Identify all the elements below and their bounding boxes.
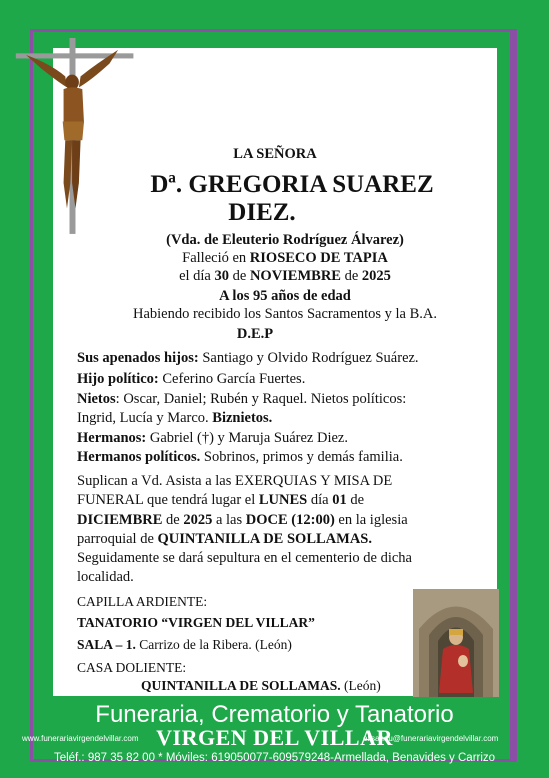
deceased-name-line1: Dª. GREGORIA SUAREZ xyxy=(150,171,434,198)
chapel-label: CAPILLA ARDIENTE: xyxy=(77,594,208,609)
funeral-line-6: localidad. xyxy=(77,569,134,585)
died-line: Falleció en RIOSECO DE TAPIA xyxy=(182,250,388,266)
chapel-name: TANATORIO “VIRGEN DEL VILLAR” xyxy=(77,615,315,630)
chapel-room: SALA – 1. Carrizo de la Ribera. (León) xyxy=(77,637,292,652)
intro-label: LA SEÑORA xyxy=(233,146,317,162)
family-grandchildren: Nietos: Oscar, Daniel; Rubén y Raquel. Nietos políticos: xyxy=(77,391,407,407)
funeral-line-4: parroquial de QUINTANILLA DE SOLLAMAS. xyxy=(77,531,372,547)
age-line: A los 95 años de edad xyxy=(219,288,351,304)
footer-email[interactable]: elisandu@funerariavirgendelvillar.com xyxy=(363,734,499,743)
home-place: QUINTANILLA DE SOLLAMAS. (León) xyxy=(141,678,381,693)
family-siblings: Hermanos: Gabriel (†) y Maruja Suárez Diez. xyxy=(77,430,348,446)
funeral-line-5: Seguidamente se dará sepultura en el cementerio de dicha xyxy=(77,550,412,566)
footer-website[interactable]: www.funerariavirgendelvillar.com xyxy=(22,734,139,743)
funeral-line-3: DICIEMBRE de 2025 a las DOCE (12:00) en la iglesia xyxy=(77,512,408,528)
date-line: el día 30 de NOVIEMBRE de 2025 xyxy=(179,268,391,284)
family-son-in-law: Hijo político: Ceferino García Fuertes. xyxy=(77,371,306,387)
virgin-statue-image xyxy=(413,589,499,697)
footer-title: Funeraria, Crematorio y Tanatorio xyxy=(95,701,454,728)
footer-brand: VIRGEN DEL VILLAR xyxy=(156,725,393,750)
widow-of: (Vda. de Eleuterio Rodríguez Álvarez) xyxy=(166,232,404,248)
footer-phones: Teléf.: 987 35 82 00 * Móviles: 619050077-609579248-Armellada, Benavides y Carrizo xyxy=(53,752,496,764)
deceased-name-line2: DIEZ. xyxy=(228,199,296,226)
home-label: CASA DOLIENTE: xyxy=(77,660,187,675)
funeral-line-2: FUNERAL que tendrá lugar el LUNES día 01 de xyxy=(77,492,365,508)
funeral-line-1: Suplican a Vd. Asista a las EXERQUIAS Y MISA DE xyxy=(77,473,393,489)
purple-side-bar xyxy=(510,29,517,762)
dep-line: D.E.P xyxy=(236,326,274,342)
sacraments-line: Habiendo recibido los Santos Sacramentos y la B.A. xyxy=(132,306,438,322)
family-siblings-in-law: Hermanos políticos. Sobrinos, primos y demás familia. xyxy=(77,449,403,465)
family-sons: Sus apenados hijos: Santiago y Olvido Rodríguez Suárez. xyxy=(77,350,419,366)
family-grandchildren-2: Ingrid, Lucía y Marco. Biznietos. xyxy=(77,410,273,426)
